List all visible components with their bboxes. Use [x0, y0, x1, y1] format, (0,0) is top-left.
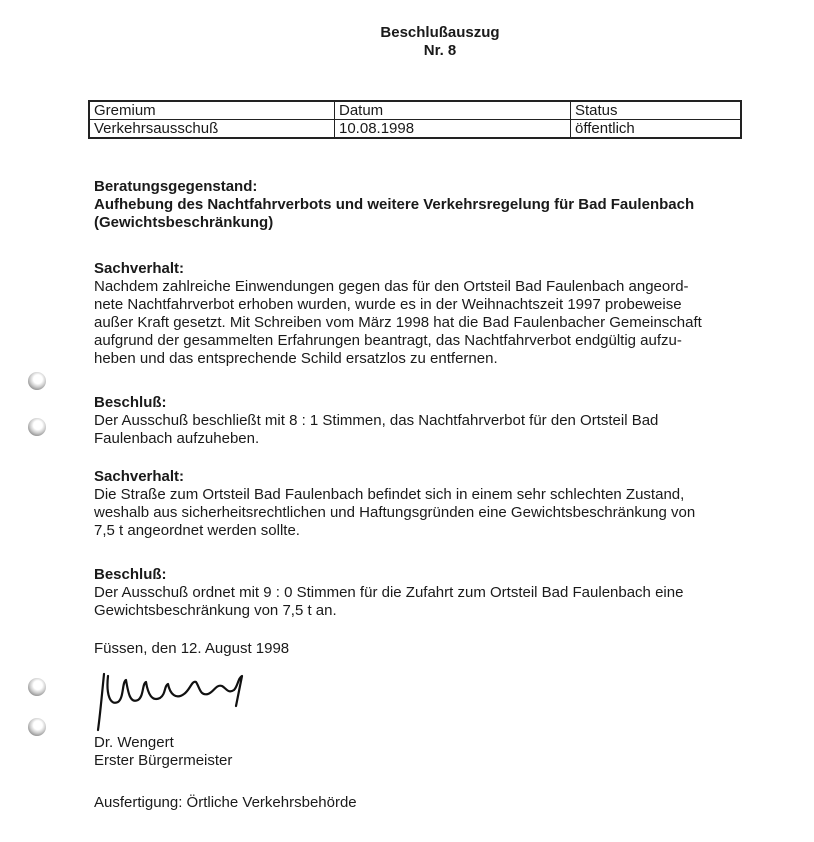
- document-title: Beschlußauszug: [380, 24, 500, 41]
- section2-block: [94, 468, 784, 540]
- decision1-line-2: Faulenbach aufzuheben.: [94, 430, 260, 447]
- meta-header-status: Status: [571, 101, 742, 120]
- decision2-block: [94, 566, 784, 620]
- meta-value-gremium: Verkehrsausschuß: [89, 120, 335, 139]
- meta-header-gremium: Gremium: [89, 101, 335, 120]
- section1-line-2: nete Nachtfahrverbot erhoben wurden, wurde es in der Weihnachtszeit 1997 probeweise: [94, 296, 682, 313]
- punch-hole-4: [28, 718, 46, 736]
- subject-line-2: (Gewichtsbeschränkung): [94, 214, 274, 231]
- decision2-heading: Beschluß:: [94, 566, 167, 583]
- section1-line-3: außer Kraft gesetzt. Mit Schreiben vom März 1998 hat die Bad Faulenbacher Gemeinschaft: [94, 314, 702, 331]
- section1-block: [94, 260, 784, 368]
- document-number: Nr. 8: [423, 42, 457, 59]
- section1-line-1: Nachdem zahlreiche Einwendungen gegen das für den Ortsteil Bad Faulenbach angeord-: [94, 278, 689, 295]
- meta-value-row: [89, 120, 741, 139]
- subject-heading: Beratungsgegenstand:: [94, 178, 258, 195]
- section2-line-1: Die Straße zum Ortsteil Bad Faulenbach befindet sich in einem sehr schlechten Zustand,: [94, 486, 685, 503]
- signer-block: [94, 734, 784, 770]
- meta-value-datum: 10.08.1998: [335, 120, 571, 139]
- signer-name: Dr. Wengert: [94, 734, 174, 751]
- decision2-line-2: Gewichtsbeschränkung von 7,5 t an.: [94, 602, 337, 619]
- signature-image: [96, 654, 266, 734]
- section1-line-4: aufgrund der gesammelten Erfahrungen beantragt, das Nachtfahrverbot endgültig aufzu-: [94, 332, 682, 349]
- punch-hole-2: [28, 418, 46, 436]
- decision2-line-1: Der Ausschuß ordnet mit 9 : 0 Stimmen für die Zufahrt zum Ortsteil Bad Faulenbach eine: [94, 584, 684, 601]
- decision1-heading: Beschluß:: [94, 394, 167, 411]
- subject-block: [94, 178, 784, 232]
- section1-heading: Sachverhalt:: [94, 260, 185, 277]
- section2-line-2: weshalb aus sicherheitsrechtlichen und Haftungsgründen eine Gewichtsbeschränkung von: [94, 504, 696, 521]
- meta-header-row: [89, 101, 741, 120]
- signer-title: Erster Bürgermeister: [94, 752, 233, 769]
- distribution-note: Ausfertigung: Örtliche Verkehrsbehörde: [94, 794, 357, 811]
- punch-hole-1: [28, 372, 46, 390]
- subject-line-1: Aufhebung des Nachtfahrverbots und weitere Verkehrsregelung für Bad Faulenbach: [94, 196, 695, 213]
- place-date: Füssen, den 12. August 1998: [94, 640, 290, 657]
- punch-hole-3: [28, 678, 46, 696]
- meta-value-status: öffentlich: [571, 120, 742, 139]
- section2-line-3: 7,5 t angeordnet werden sollte.: [94, 522, 300, 539]
- meta-table: [88, 100, 742, 139]
- section1-line-5: heben und das entsprechende Schild ersatzlos zu entfernen.: [94, 350, 498, 367]
- decision1-block: [94, 394, 784, 448]
- meta-header-datum: Datum: [335, 101, 571, 120]
- decision1-line-1: Der Ausschuß beschließt mit 8 : 1 Stimmen, das Nachtfahrverbot für den Ortsteil Bad: [94, 412, 659, 429]
- section2-heading: Sachverhalt:: [94, 468, 185, 485]
